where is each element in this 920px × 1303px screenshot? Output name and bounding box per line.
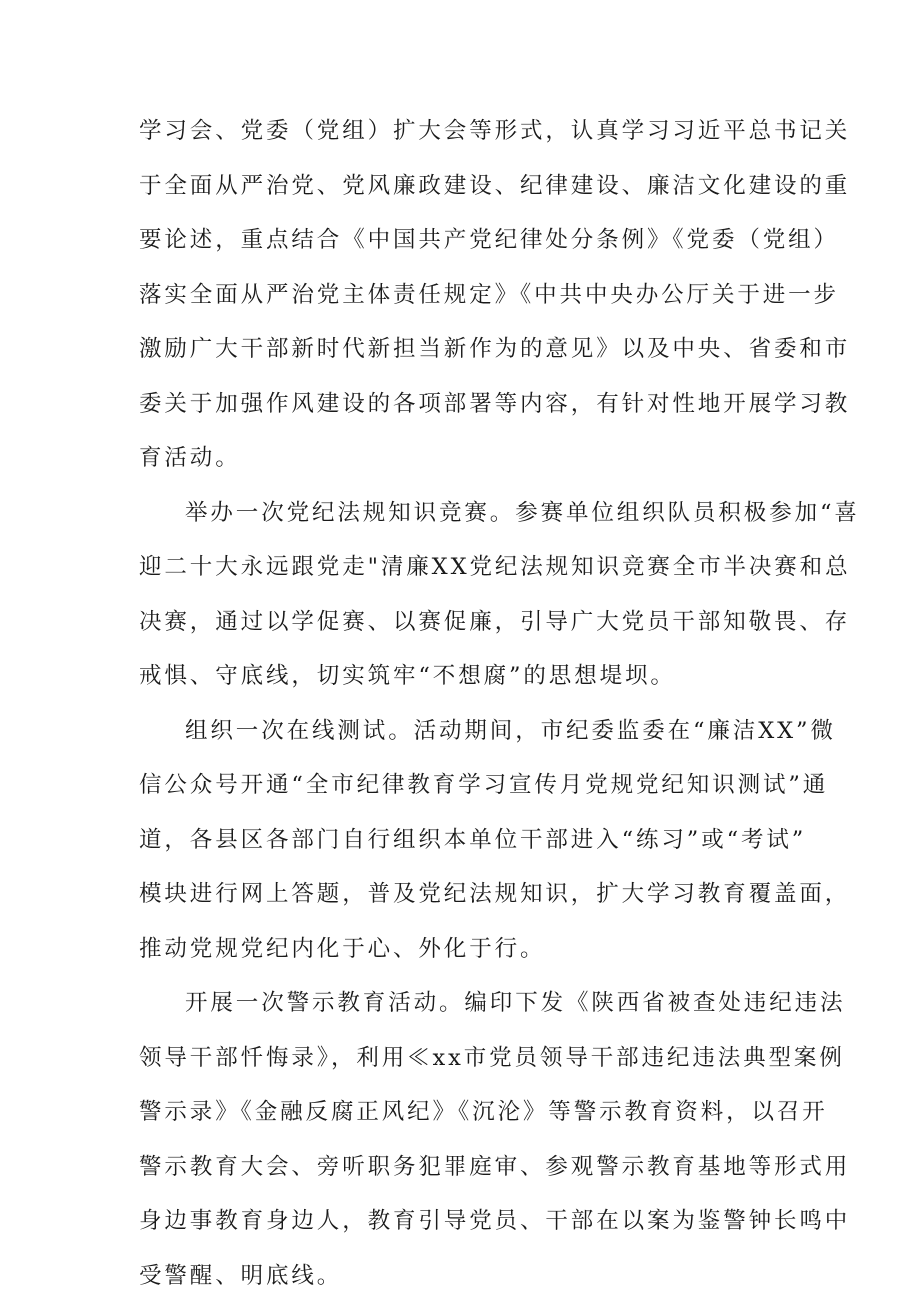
text-line: 戒惧、守底线，切实筑牢“不想腐”的思想堤坝。: [139, 649, 799, 704]
text-line: 模块进行网上答题，普及党纪法规知识，扩大学习教育覆盖面，: [139, 867, 799, 922]
text-line: 警示录》《金融反腐正风纪》《沉沦》等警示教育资料，以召开: [139, 1085, 799, 1140]
text-line: 受警醒、明底线。: [139, 1249, 799, 1303]
text-line: 育活动。: [139, 431, 799, 486]
text-line: 要论述，重点结合《中国共产党纪律处分条例》《党委（党组）: [139, 213, 799, 268]
text-line: 信公众号开通“全市纪律教育学习宣传月党规党纪知识测试”通: [139, 758, 799, 813]
paragraph-study-meeting: [139, 104, 799, 486]
text-line: 道，各县区各部门自行组织本单位干部进入“练习”或“考试”: [139, 813, 799, 868]
text-line: 迎二十大永远跟党走"清廉XX党纪法规知识竞赛全市半决赛和总: [139, 540, 799, 595]
text-line: 决赛，通过以学促赛、以赛促廉，引导广大党员干部知敬畏、存: [139, 595, 799, 650]
text-line: 开展一次警示教育活动。编印下发《陕西省被查处违纪违法: [139, 976, 799, 1031]
document-body: [139, 104, 799, 1303]
text-line: 委关于加强作风建设的各项部署等内容，有针对性地开展学习教: [139, 377, 799, 432]
text-line: 推动党规党纪内化于心、外化于行。: [139, 922, 799, 977]
paragraph-warning-education: [139, 976, 799, 1303]
text-line: 领导干部忏悔录》，利用≪xx市党员领导干部违纪违法典型案例: [139, 1031, 799, 1086]
text-line: 身边事教育身边人，教育引导党员、干部在以案为鉴警钟长鸣中: [139, 1194, 799, 1249]
paragraph-knowledge-contest: [139, 486, 799, 704]
text-line: 激励广大干部新时代新担当新作为的意见》以及中央、省委和市: [139, 322, 799, 377]
text-line: 于全面从严治党、党风廉政建设、纪律建设、廉洁文化建设的重: [139, 159, 799, 214]
text-line: 落实全面从严治党主体责任规定》《中共中央办公厅关于进一步: [139, 268, 799, 323]
paragraph-online-test: [139, 704, 799, 977]
text-line: 举办一次党纪法规知识竞赛。参赛单位组织队员积极参加“喜: [139, 486, 799, 541]
text-line: 警示教育大会、旁听职务犯罪庭审、参观警示教育基地等形式用: [139, 1140, 799, 1195]
text-line: 组织一次在线测试。活动期间，市纪委监委在“廉洁XX”微: [139, 704, 799, 759]
text-line: 学习会、党委（党组）扩大会等形式，认真学习习近平总书记关: [139, 104, 799, 159]
